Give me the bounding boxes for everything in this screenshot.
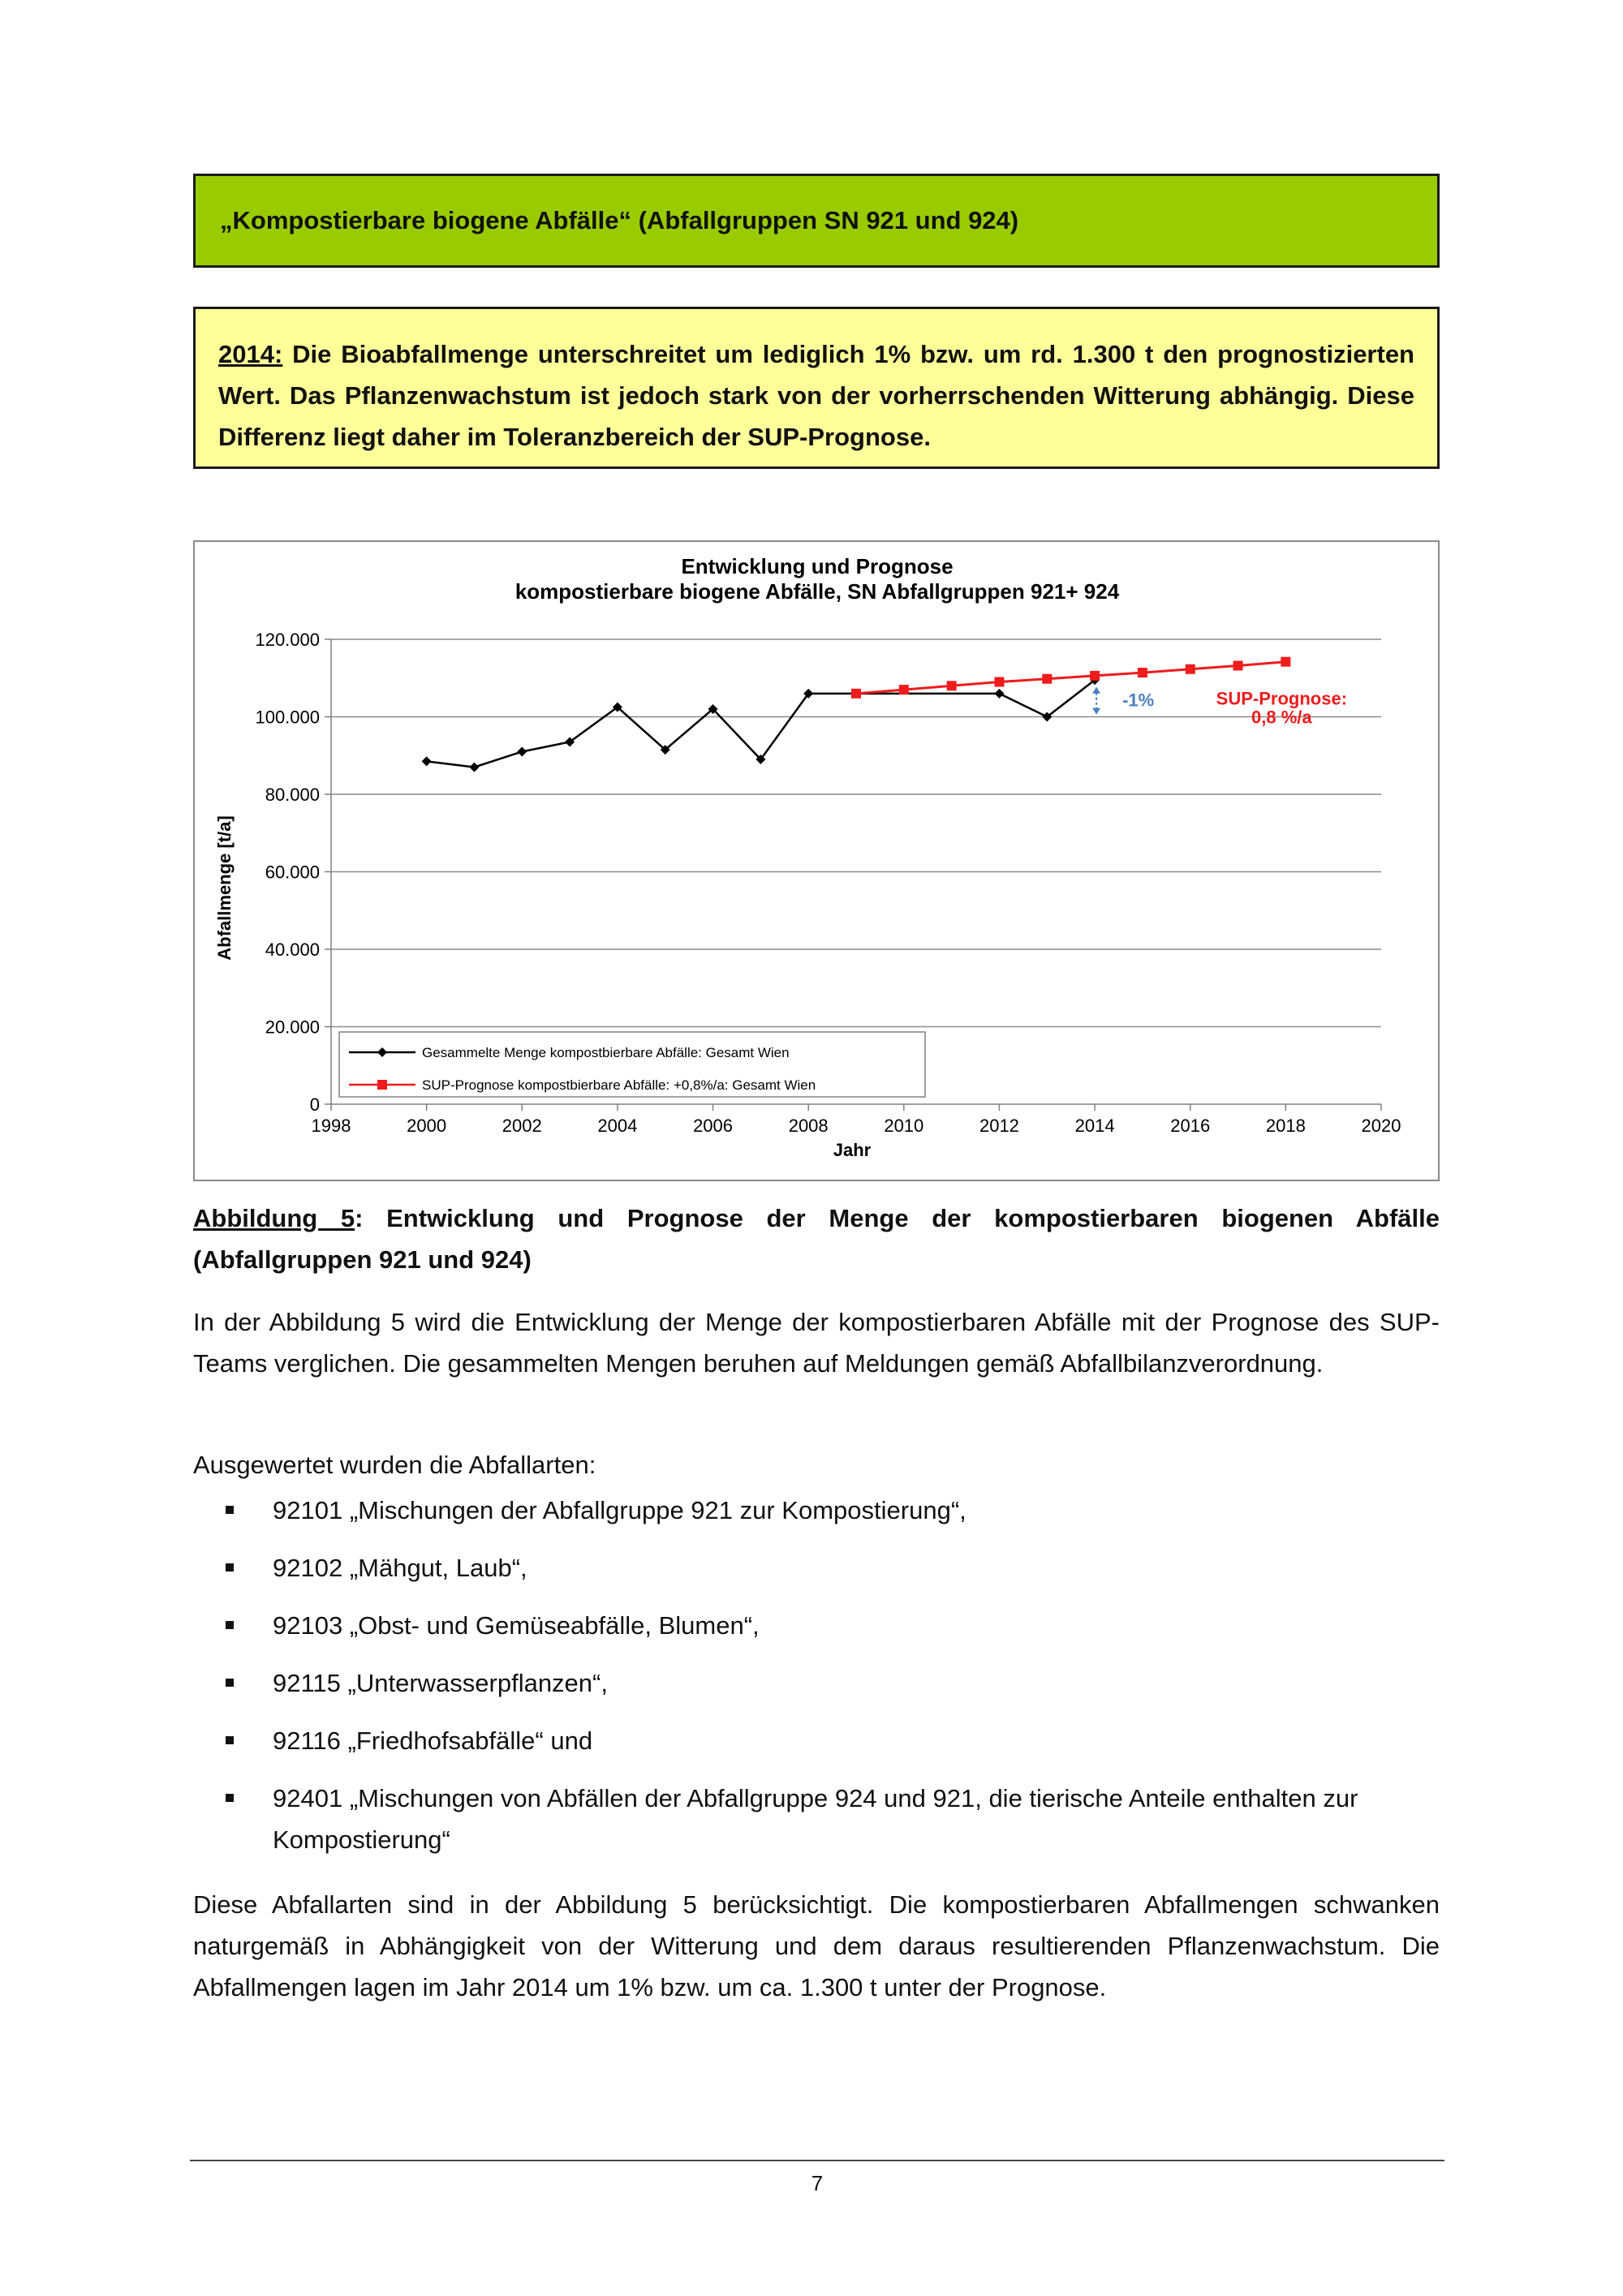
bullet-icon (226, 1563, 234, 1572)
data-point (1186, 664, 1195, 674)
footer-divider (190, 2160, 1444, 2161)
y-tick-label: 120.000 (255, 630, 320, 650)
data-point (1233, 660, 1243, 670)
bullet-icon (226, 1621, 234, 1629)
list-item: 92101 „Mischungen der Abfallgruppe 921 zur Kompostierung“, (193, 1490, 1440, 1531)
x-tick-label: 2002 (502, 1116, 542, 1136)
series-line (427, 680, 1096, 767)
caption-label: Abbildung 5 (193, 1204, 355, 1232)
diff-label: -1% (1122, 690, 1155, 711)
figure-caption (193, 1197, 1440, 1280)
list-item: 92115 „Unterwasserpflanzen“, (193, 1662, 1440, 1704)
x-tick-label: 2006 (693, 1116, 734, 1136)
data-point (1281, 657, 1290, 667)
highlight-text: Die Bioabfallmenge unterschreitet um lediglich 1% bzw. um rd. 1.300 t den prognostizierten Wert. Das Pflanzenwachstum ist jedoch stark von der vorherrschenden Witterung abhängig. Diese Differenz liegt daher im Toleranzbereich der SUP-Prognose. (218, 340, 1414, 451)
y-tick-label: 100.000 (255, 707, 320, 728)
waste-type-list (193, 1490, 1440, 1877)
x-tick-label: 2012 (979, 1116, 1019, 1136)
page-number: 7 (811, 2171, 824, 2195)
data-point (851, 689, 861, 699)
bullet-icon (226, 1506, 234, 1514)
bullet-icon (226, 1794, 234, 1802)
y-tick-label: 0 (309, 1094, 320, 1115)
data-point (994, 677, 1004, 687)
x-tick-label: 2016 (1170, 1116, 1211, 1136)
x-tick-label: 1998 (311, 1116, 351, 1136)
data-point (899, 685, 909, 694)
legend-label: Gesammelte Menge kompostbierbare Abfälle: Gesamt Wien (422, 1045, 790, 1060)
y-tick-label: 40.000 (265, 939, 320, 960)
highlight-box (193, 307, 1440, 469)
paragraph-list-intro: Ausgewertet wurden die Abfallarten: (193, 1451, 596, 1479)
chart-title-line1: Entwicklung und Prognose (681, 554, 954, 578)
chart-frame (193, 540, 1440, 1181)
caption-text: : Entwicklung und Prognose der Menge der kompostierbaren biogenen Abfälle (Abfallgruppen 921 und 924) (193, 1204, 1440, 1274)
x-tick-label: 2004 (597, 1116, 638, 1136)
data-point (994, 689, 1004, 699)
sup-label-line1: SUP-Prognose: (1216, 688, 1348, 709)
y-axis-title: Abfallmenge [t/a] (214, 815, 235, 961)
highlight-year: 2014: (218, 340, 283, 368)
x-tick-label: 2018 (1265, 1116, 1306, 1136)
x-tick-label: 2010 (884, 1116, 924, 1136)
x-tick-label: 2008 (788, 1116, 829, 1136)
list-item: 92103 „Obst- und Gemüseabfälle, Blumen“, (193, 1605, 1440, 1646)
x-tick-label: 2020 (1361, 1116, 1401, 1136)
section-title: „Kompostierbare biogene Abfälle“ (Abfallgruppen SN 921 und 924) (220, 206, 1019, 234)
data-point (1090, 671, 1100, 681)
section-header (193, 174, 1440, 268)
chart-title-line2: kompostierbare biogene Abfälle, SN Abfallgruppen 921+ 924 (514, 579, 1120, 604)
y-tick-label: 20.000 (265, 1017, 320, 1038)
list-item: 92116 „Friedhofsabfälle“ und (193, 1720, 1440, 1761)
y-tick-label: 60.000 (265, 862, 320, 883)
data-point (517, 746, 527, 756)
y-tick-label: 80.000 (265, 785, 320, 805)
line-chart (195, 542, 1438, 1180)
diff-arrow-head (1092, 708, 1100, 715)
x-axis-title: Jahr (833, 1140, 872, 1160)
diff-arrow-head (1092, 687, 1100, 694)
list-item: 92401 „Mischungen von Abfällen der Abfallgruppe 924 und 921, die tierische Anteile enthalten zur Kompostierung“ (193, 1778, 1440, 1860)
bullet-icon (226, 1679, 234, 1687)
paragraph-summary: Diese Abfallarten sind in der Abbildung 5 berücksichtigt. Die kompostierbaren Abfallmengen schwanken naturgemäß in Abhängigkeit von der Witterung und dem daraus resultierenden Pflanzenwachstum. Die Abfallmengen lagen im Jahr 2014 um 1% bzw. um ca. 1.300 t unter der Prognose. (193, 1890, 1440, 2001)
list-item: 92102 „Mähgut, Laub“, (193, 1547, 1440, 1589)
bullet-icon (226, 1736, 234, 1744)
x-tick-label: 2014 (1074, 1116, 1115, 1136)
legend-label: SUP-Prognose kompostbierbare Abfälle: +0,8%/a: Gesamt Wien (422, 1077, 816, 1093)
data-point (1138, 668, 1147, 677)
paragraph-intro: In der Abbildung 5 wird die Entwicklung der Menge der kompostierbaren Abfälle mit der Prognose des SUP-Teams verglichen. Die gesammelten Mengen beruhen auf Meldungen gemäß Abfallbilanzverordnung. (193, 1308, 1440, 1378)
data-point (947, 681, 957, 690)
x-tick-label: 2000 (407, 1116, 447, 1136)
data-point (422, 756, 432, 766)
legend-marker (377, 1080, 387, 1090)
data-point (1042, 674, 1052, 684)
sup-label-line2: 0,8 %/a (1251, 707, 1312, 728)
data-point (469, 763, 479, 772)
